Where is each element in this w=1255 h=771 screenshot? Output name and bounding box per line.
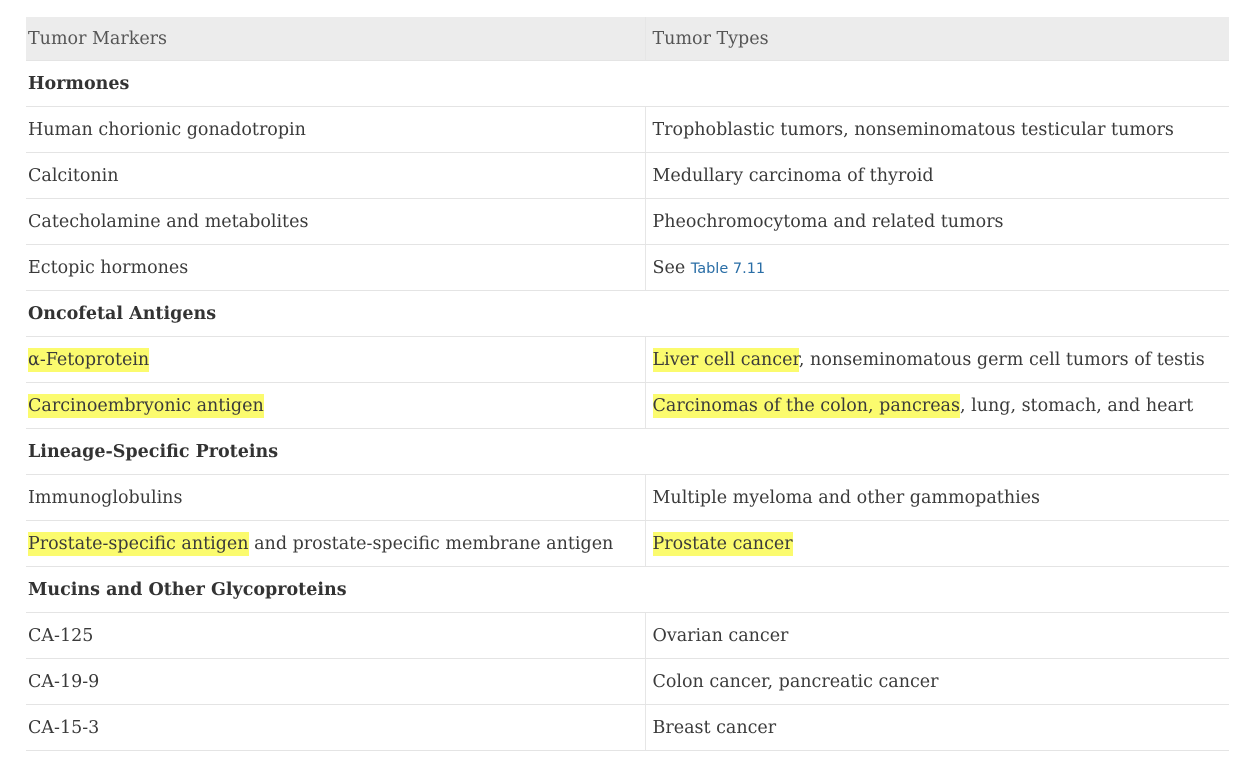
header-tumor-types: Tumor Types [645, 17, 1229, 61]
cell-text: CA-125 [28, 625, 94, 646]
tumor-marker-cell [26, 521, 645, 567]
table-row [26, 245, 1229, 291]
highlighted-text: Liver cell cancer [652, 349, 799, 370]
tumor-type-cell [645, 659, 1229, 705]
highlighted-text: Prostate-specific antigen [28, 533, 249, 554]
section-header-row [26, 429, 1229, 475]
table-row [26, 613, 1229, 659]
highlighted-text: α-Fetoprotein [28, 349, 150, 370]
section-title: Oncofetal Antigens [26, 291, 1229, 337]
tumor-type-cell [645, 521, 1229, 567]
table-row [26, 705, 1229, 751]
cell-text: Human chorionic gonadotropin [28, 119, 306, 140]
highlighted-text: Carcinomas of the colon, pancreas [652, 395, 960, 416]
table-row [26, 521, 1229, 567]
table-header-row [26, 17, 1229, 61]
cell-text: Pheochromocytoma and related tumors [652, 211, 1004, 232]
table-row [26, 107, 1229, 153]
tumor-marker-cell [26, 705, 645, 751]
table-row [26, 153, 1229, 199]
highlighted-text: Prostate cancer [652, 533, 793, 554]
cell-text: , nonseminomatous germ cell tumors of testis [798, 349, 1205, 370]
cell-text: Ovarian cancer [652, 625, 789, 646]
cell-text: Colon cancer, pancreatic cancer [652, 671, 939, 692]
tumor-marker-cell [26, 383, 645, 429]
cell-text: and prostate-specific membrane antigen [248, 533, 614, 554]
tumor-marker-table-container [26, 17, 1229, 751]
cell-text: Catecholamine and metabolites [28, 211, 309, 232]
table-body [26, 61, 1229, 751]
tumor-type-cell [645, 383, 1229, 429]
header-tumor-markers: Tumor Markers [26, 17, 645, 61]
highlighted-text: Carcinoembryonic antigen [28, 395, 264, 416]
tumor-type-cell [645, 475, 1229, 521]
cell-text: Breast cancer [652, 717, 777, 738]
cell-text: CA-15-3 [28, 717, 100, 738]
tumor-marker-cell [26, 659, 645, 705]
tumor-marker-cell [26, 337, 645, 383]
tumor-type-cell [645, 337, 1229, 383]
section-header-row [26, 291, 1229, 337]
tumor-type-cell [645, 245, 1229, 291]
table-row [26, 659, 1229, 705]
tumor-marker-cell [26, 613, 645, 659]
tumor-marker-cell [26, 153, 645, 199]
cell-text: Multiple myeloma and other gammopathies [652, 487, 1041, 508]
section-title: Lineage-Specific Proteins [26, 429, 1229, 475]
section-title: Mucins and Other Glycoproteins [26, 567, 1229, 613]
cell-text: Trophoblastic tumors, nonseminomatous testicular tumors [652, 119, 1174, 140]
cell-text: Immunoglobulins [28, 487, 183, 508]
tumor-marker-cell [26, 199, 645, 245]
tumor-marker-cell [26, 107, 645, 153]
table-row [26, 475, 1229, 521]
section-header-row [26, 61, 1229, 107]
tumor-type-cell [645, 705, 1229, 751]
cell-text: CA-19-9 [28, 671, 100, 692]
tumor-type-cell [645, 153, 1229, 199]
cell-text: , lung, stomach, and heart [959, 395, 1194, 416]
table-reference-link[interactable]: Table 7.11 [690, 260, 766, 277]
tumor-marker-table [26, 17, 1229, 751]
cell-text: Medullary carcinoma of thyroid [652, 165, 934, 186]
table-row [26, 199, 1229, 245]
cell-text: See [652, 257, 691, 278]
tumor-type-cell [645, 613, 1229, 659]
tumor-type-cell [645, 107, 1229, 153]
section-title: Hormones [26, 61, 1229, 107]
table-row [26, 337, 1229, 383]
cell-text: Calcitonin [28, 165, 119, 186]
tumor-type-cell [645, 199, 1229, 245]
cell-text: Ectopic hormones [28, 257, 189, 278]
tumor-marker-cell [26, 245, 645, 291]
tumor-marker-cell [26, 475, 645, 521]
section-header-row [26, 567, 1229, 613]
table-row [26, 383, 1229, 429]
